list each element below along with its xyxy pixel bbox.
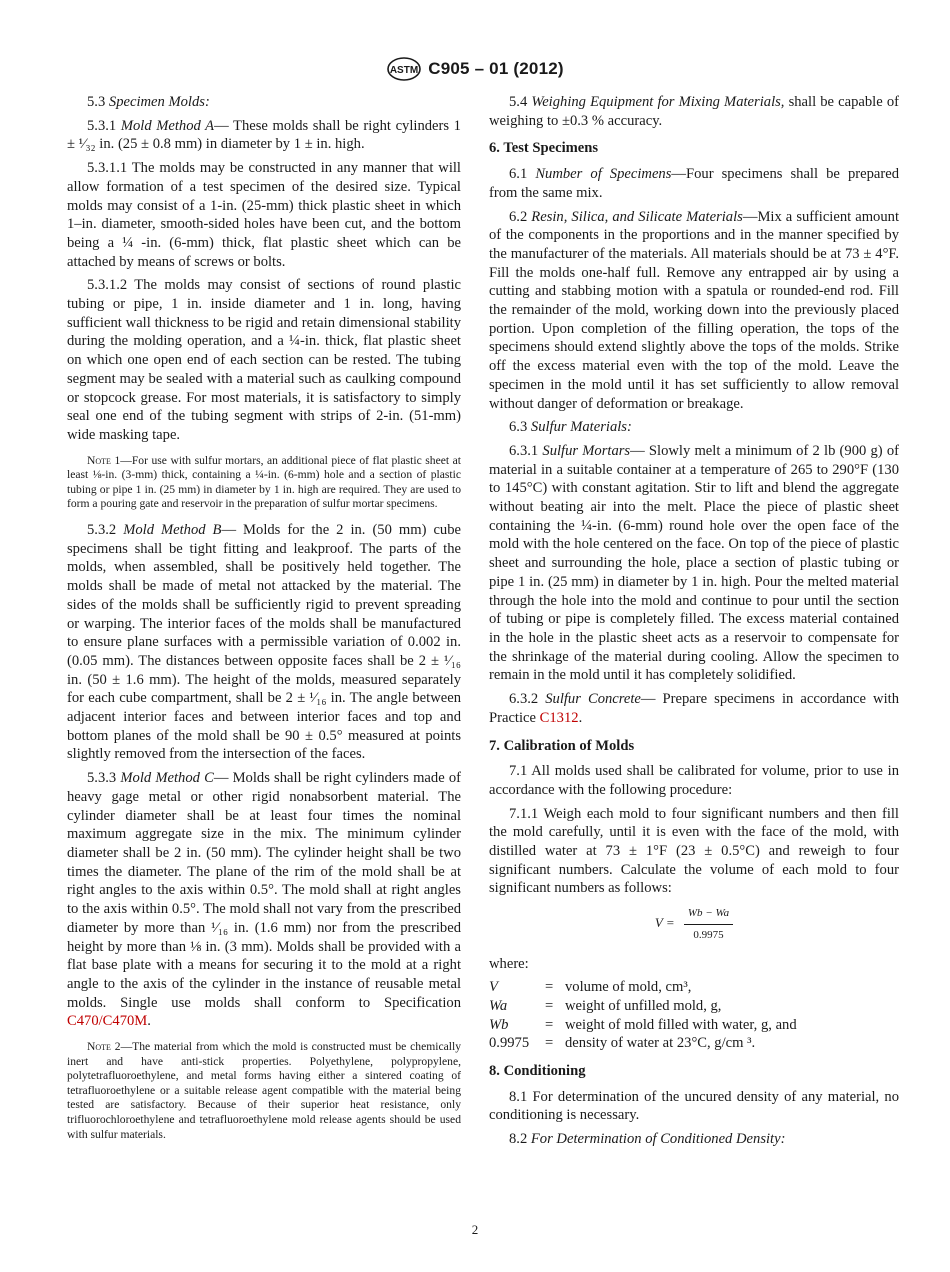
definition-row: Wb = weight of mold filled with water, g, and xyxy=(489,1016,797,1033)
section-5-4: 5.4 Weighing Equipment for Mixing Materials, shall be capable of weighing to ±0.3 % accuracy. xyxy=(489,94,899,129)
section-5-3-2: 5.3.2 Mold Method B— Molds for the 2 in. (50 mm) cube specimens shall be tight fitting and leakproof. The parts of the molds, when assembled, shall be positively held together. The molds shall be made of metal not attacked by the material. The sides of the molds shall be sufficiently rigid to prevent spreading or warping. The interior faces of the molds shall be manufactured to ensure plane surfaces with a permissible variation of 0.002 in. (0.05 mm). The distances between opposite faces shall be 2 ± ¹⁄₁₆ in. (50 ± 1.6 mm). The height of the molds, measured separately for each cube compartment, shall be 2 ± ¹⁄₁₆ in. The angle between adjacent interior faces and between interior faces and top and bottom planes of the mold shall be 90 ± 0.5° measured at points slightly removed from the intersection of the faces. xyxy=(67,522,461,763)
section-7-1: 7.1 All molds used shall be calibrated for volume, prior to use in accordance with the following procedure: xyxy=(489,763,899,798)
section-6-2: 6.2 Resin, Silica, and Silicate Materials—Mix a sufficient amount of the components in the proportions and in the manner specified by the manufacturer of the materials. All materials should be at 73 ± 4°F. Fill the molds one-half full. Remove any entrapped air by using a cutting and stabbing motion with a spatula or rounded-end rod. Fill the remainder of the mold, working down into the previously placed portion. Upon completion of the filling operation, the tops of the specimens should extend slightly above the tops of the molds. Strike off the excess material even with the top of the mold. Leave the specimen in the mold until it has set sufficiently to allow removal without danger of deformation or breakage. xyxy=(489,208,899,412)
section-8-1: 8.1 For determination of the uncured density of any material, no conditioning is necessary. xyxy=(489,1088,899,1124)
equation-lhs: V = xyxy=(654,915,675,931)
link-c1312[interactable]: C1312 xyxy=(539,709,579,726)
link-c470[interactable]: C470/C470M xyxy=(67,1013,148,1030)
where-label: where: xyxy=(489,955,529,972)
equation-numerator: Wb − Wa xyxy=(684,904,733,925)
page-header xyxy=(0,56,950,87)
heading-calibration-of-molds: 7. Calibration of Molds xyxy=(489,737,635,754)
heading-test-specimens: 6. Test Specimens xyxy=(489,140,599,157)
svg-text:ASTM: ASTM xyxy=(390,65,419,76)
variable-definitions xyxy=(489,978,797,1053)
section-5-3-1-2: 5.3.1.2 The molds may consist of sections of round plastic tubing or pipe, 1 in. inside diameter and 1 in. long, having sufficient wall thickness to be rigid and retain dimensional stability during the molding operation, and a ¼-in. thick, flat plastic sheet on which one open end of each section can be rested. The tubing segment may be sealed with a material such as caulking compound or stopcock grease. For most materials, it is satisfactory to simply seal one end of the tubing segment with strips of 2-in. (51-mm) wide masking tape. xyxy=(67,277,461,443)
definition-row: 0.9975 = density of water at 23°C, g/cm ³. xyxy=(489,1035,756,1052)
volume-equation xyxy=(489,904,899,944)
right-column xyxy=(489,93,899,1154)
section-5-3-1: 5.3.1 Mold Method A— These molds shall be right cylinders 1 ± ¹⁄₃₂ in. (25 ± 0.8 mm) in diameter by 1 ± in. high. xyxy=(67,117,461,153)
page-number: 2 xyxy=(471,1222,479,1237)
definition-row: Wa = weight of unfilled mold, g, xyxy=(489,997,722,1014)
section-6-3-1: 6.3.1 Sulfur Mortars— Slowly melt a minimum of 2 lb (900 g) of material in a suitable container at a temperature of 265 to 290°F (130 to 145°C) with constant agitation. Stir to lift and blend the aggregate without beating air into the melt. Place the piece of plastic sheet containing the ¼-in. (6-mm) round hole over the open face of the mold with the hole centered on the face. On top of the piece of plastic sheet and surrounding the hole, place a section of plastic tubing or pipe 1 in. (25 mm) in diameter by 1 in. high. Pour the melted material through the hole into the mold and continue to pour until the section of tubing or pipe is completely filled. The excess material contained in the hole in the plastic sheet acts as a reservoir to compensate for the shrinkage of the material during cooling. Allow the specimen to remain in the mold until it has completely solidified. xyxy=(489,442,900,684)
section-8-2: 8.2 For Determination of Conditioned Density: xyxy=(509,1131,786,1148)
section-5-3: 5.3 Specimen Molds: xyxy=(87,94,210,110)
astm-logo-icon xyxy=(386,56,422,82)
section-7-1-1: 7.1.1 Weigh each mold to four significant numbers and then fill the mold carefully, until it is even with the face of the mold, with distilled water at 73 ± 1°F (23 ± 0.5°C) and reweigh to four significant numbers. Calculate the volume of each mold to four significant numbers as follows: xyxy=(489,805,899,897)
note-1: Note 1—For use with sulfur mortars, an additional piece of flat plastic sheet at least ⅛-in. (3-mm) thick, containing a ¼-in. (6-mm) hole and a section of plastic tubing or pipe 1 in. (25 mm) in diameter by 1 in. high are required. They are used to form a pouring gate and reservoir in the preparation of sulfur mortar specimens. xyxy=(67,453,461,511)
standard-designation: C905 – 01 (2012) xyxy=(428,59,564,78)
section-6-3: 6.3 Sulfur Materials: xyxy=(509,419,632,436)
section-6-1: 6.1 Number of Specimens—Four specimens shall be prepared from the same mix. xyxy=(489,166,899,201)
note-2: Note 2—The material from which the mold is constructed must be chemically inert and have anti-stick properties. Polyethylene, polypropylene, polytetrafluoroethylene, and metal forms having either a sintered coating of tetrafluoroethylene or a suitable release agent compatible with the material being tested are satisfactory. Because of their superior heat resistance, only trifluorochloroethylene and tetrafluoroethylene mold release agents should be used with sulfur materials. xyxy=(67,1040,461,1141)
equation-fraction xyxy=(684,904,733,944)
heading-conditioning: 8. Conditioning xyxy=(489,1063,586,1080)
section-5-3-3: 5.3.3 Mold Method C— Molds shall be right cylinders made of heavy gage metal or other rigid nonabsorbent material. The cylinder diameter shall be at least four times the nominal maximum aggregate size in the mix. The minimum cylinder diameter shall be 2 in. (50 mm). The cylinder height shall be two times the diameter. The plane of the rim of the mold shall be at right angles to the axis within 0.5°. The mold shall at right angles to the axis within 0.5°. The mold shall not vary from the prescribed diameter by more than ¹⁄₁₆ in. (1.6 mm) nor from the prescribed height by more than ⅛ in. (3 mm). Molds shall be provided with a flat base plate with a means for securing it to the mold at a right angle to the axis of the cylinder in the instance of reusable metal molds. Single use molds shall conform to Specification C470/C470M. xyxy=(67,770,462,1030)
equation-denominator: 0.9975 xyxy=(693,928,724,941)
definition-row: V = volume of mold, cm³, xyxy=(489,979,692,996)
section-5-3-1-1: 5.3.1.1 The molds may be constructed in any manner that will allow formation of a test specimen of the desired size. Typical molds may consist of a 1-in. (25-mm) thick plastic sheet in which 1–in. diameter, smooth-sided holes have been cut, and the bottom being a ¼ -in. (6-mm) thick, flat plastic sheet which can be attached by means of screws or bolts. xyxy=(67,160,461,270)
section-6-3-2: 6.3.2 Sulfur Concrete— Prepare specimens in accordance with Practice C1312. xyxy=(489,691,900,726)
left-column xyxy=(67,93,461,1151)
